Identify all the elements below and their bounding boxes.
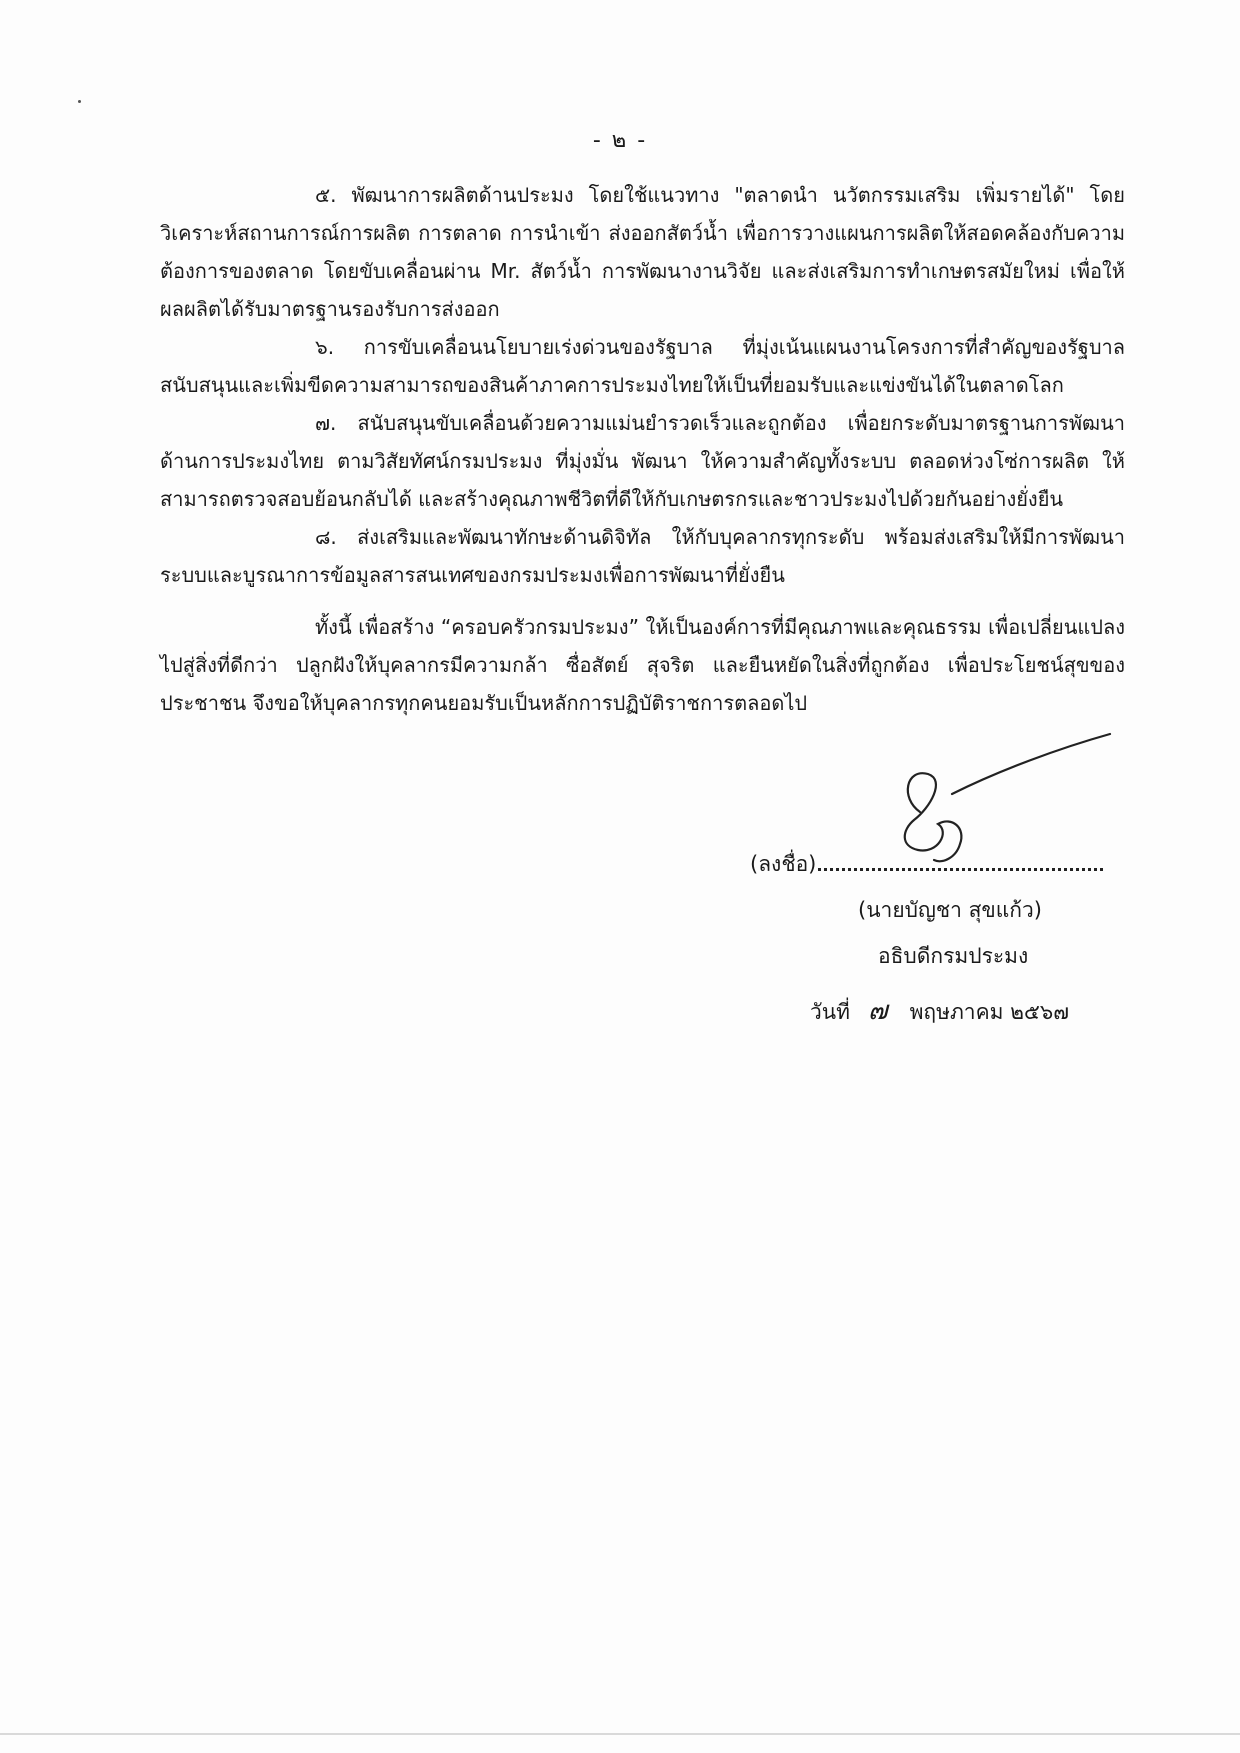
sign-date xyxy=(810,990,1069,1031)
signature-dotted-line xyxy=(818,850,1103,871)
date-day: ๗ xyxy=(868,996,888,1026)
paragraph-text: ๕. พัฒนาการผลิตด้านประมง โดยใช้แนวทาง "ตลาดนำ นวัตกรรมเสริม เพิ่มรายได้" โดยวิเคราะห์สถานการณ์การผลิต การตลาด การนำเข้า ส่งออกสัตว์น้ำ เพื่อการวางแผนการผลิตให้สอดคล้องกับความต้องการของตลาด โดยขับเคลื่อนผ่าน Mr. สัตว์น้ำ การพัฒนางานวิจัย และส่งเสริมการทำเกษตรสมัยใหม่ เพื่อให้ผลผลิตได้รับมาตรฐานรองรับการส่งออก xyxy=(160,183,1125,321)
page-number: - ๒ - xyxy=(592,128,648,153)
paragraph-item-5 xyxy=(160,176,1125,328)
signer-position: อธิบดีกรมประมง xyxy=(878,944,1029,968)
paragraph-item-7 xyxy=(160,404,1125,518)
document-body xyxy=(160,176,1125,722)
paragraph-text: ๗. สนับสนุนขับเคลื่อนด้วยความแม่นยำรวดเร็วและถูกต้อง เพื่อยกระดับมาตรฐานการพัฒนาด้านการประมงไทย ตามวิสัยทัศน์กรมประมง ที่มุ่งมั่น พัฒนา ให้ความสำคัญทั้งระบบ ตลอดห่วงโซ่การผลิต ให้สามารถตรวจสอบย้อนกลับได้ และสร้างคุณภาพชีวิตที่ดีให้กับเกษตรกรและชาวประมงไปด้วยกันอย่างยั่งยืน xyxy=(160,411,1125,511)
paragraph-item-8 xyxy=(160,518,1125,594)
date-prefix: วันที่ xyxy=(810,1000,850,1024)
sign-line xyxy=(750,848,1103,881)
paragraph-text: ๘. ส่งเสริมและพัฒนาทักษะด้านดิจิทัล ให้กับบุคลากรทุกระดับ พร้อมส่งเสริมให้มีการพัฒนาระบบและบูรณาการข้อมูลสารสนเทศของกรมประมงเพื่อการพัฒนาที่ยั่งยืน xyxy=(160,525,1125,587)
paragraph-item-6 xyxy=(160,328,1125,404)
sign-label: (ลงชื่อ) xyxy=(750,852,817,876)
paragraph-text: ทั้งนี้ เพื่อสร้าง “ครอบครัวกรมประมง” ให้เป็นองค์การที่มีคุณภาพและคุณธรรม เพื่อเปลี่ยนแปลงไปสู่สิ่งที่ดีกว่า ปลูกฝังให้บุคลากรมีความกล้า ซื่อสัตย์ สุจริต และยืนหยัดในสิ่งที่ถูกต้อง เพื่อประโยชน์สุขของประชาชน จึงขอให้บุคลากรทุกคนยอมรับเป็นหลักการปฏิบัติราชการตลอดไป xyxy=(160,615,1125,715)
date-month-year: พฤษภาคม ๒๕๖๗ xyxy=(909,1000,1070,1024)
closing-paragraph xyxy=(160,608,1125,722)
paragraph-text: ๖. การขับเคลื่อนนโยบายเร่งด่วนของรัฐบาล ที่มุ่งเน้นแผนงานโครงการที่สำคัญของรัฐบาล สนับสนุนและเพิ่มขีดความสามารถของสินค้าภาคการประมงไทยให้เป็นที่ยอมรับและแข่งขันได้ในตลาดโลก xyxy=(160,335,1125,397)
scan-bottom-edge xyxy=(0,1733,1240,1735)
scan-speck xyxy=(78,100,81,103)
signer-name: (นายบัญชา สุขแก้ว) xyxy=(858,898,1042,922)
